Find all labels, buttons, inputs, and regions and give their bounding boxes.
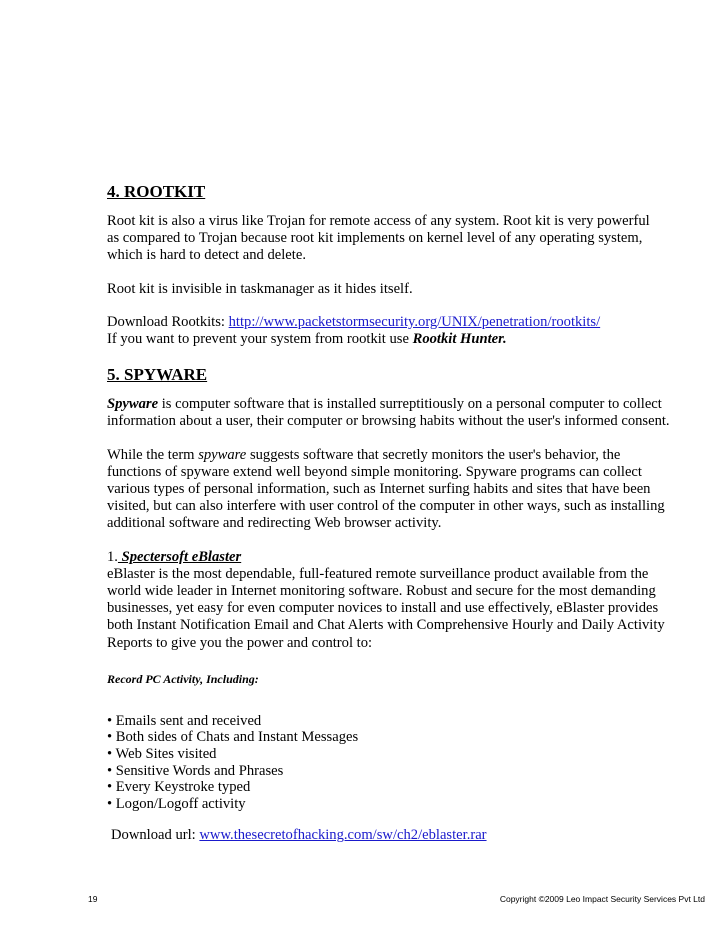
eblaster-number: 1. [107,548,118,565]
list-item: • Every Keystroke typed [107,779,251,796]
prevent-text: If you want to prevent your system from rootkit use [107,331,413,348]
eblaster-download [107,827,692,844]
list-item: • Both sides of Chats and Instant Messages [107,729,359,746]
rootkit-invisible-text: Root kit is invisible in taskmanager as it hides itself. [107,280,413,297]
feature-list [107,713,692,813]
download-label: Download Rootkits: [107,313,229,330]
line: Root kit is also a virus like Trojan for remote access of any system. Root kit is very powerful [107,213,650,229]
line: functions of spyware extend well beyond simple monitoring. Spyware programs can collect [107,463,642,480]
copyright-notice: Copyright ©2009 Leo Impact Security Services Pvt Ltd [499,894,705,904]
list-item: • Web Sites visited [107,746,217,763]
rootkit-heading: 4. ROOTKIT [107,182,206,201]
rootkits-download-link[interactable]: http://www.packetstormsecurity.org/UNIX/penetration/rootkits/ [228,313,601,330]
line: visited, but can also interfere with user control of the computer in other ways, such as installing [107,498,665,515]
rootkit-paragraph [107,213,692,265]
line: various types of personal information, such as Internet surfing habits and sites that have been [107,481,651,498]
line: both Instant Notification Email and Chat Alerts with Comprehensive Hourly and Daily Activity [107,617,665,634]
rootkit-download [107,314,692,348]
line-start: While the term [107,446,199,463]
rootkit-hunter-name: Rootkit Hunter. [412,331,507,348]
eblaster-download-link[interactable]: www.thesecretofhacking.com/sw/ch2/eblaster.rar [199,827,487,844]
line: eBlaster is the most dependable, full-featured remote surveillance product available from the [107,565,649,582]
spyware-italic-term: spyware [198,446,247,463]
spyware-description [107,447,692,533]
list-item: • Logon/Logoff activity [107,795,246,812]
page-footer [0,894,728,908]
spyware-heading: 5. SPYWARE [107,365,208,385]
line: world wide leader in Internet monitoring software. Robust and secure for the most demanding [107,583,656,600]
line: as compared to Trojan because root kit implements on kernel level of any operating system, [107,230,643,247]
eblaster-title: Spectersoft eBlaster [117,548,242,565]
record-activity-label: Record PC Activity, Including: [107,671,259,686]
line: businesses, yet easy for even computer novices to install and use effectively, eBlaster provides [107,600,659,617]
list-item: • Sensitive Words and Phrases [107,762,284,779]
spyware-term: Spyware [107,396,159,413]
line: information about a user, their computer or browsing habits without the user's informed consent. [107,413,670,430]
eblaster-section [107,549,692,652]
spyware-definition [107,396,692,430]
line: is computer software that is installed surreptitiously on a personal computer to collect [158,396,662,413]
list-item: • Emails sent and received [107,712,262,729]
page-content [107,181,692,845]
line: additional software and redirecting Web browser activity. [107,515,442,532]
page-number: 19 [88,894,98,904]
download-label: Download url: [111,827,200,844]
line-end: suggests software that secretly monitors the user's behavior, the [246,446,621,463]
line: which is hard to detect and delete. [107,247,306,264]
line: Reports to give you the power and control to: [107,634,373,651]
